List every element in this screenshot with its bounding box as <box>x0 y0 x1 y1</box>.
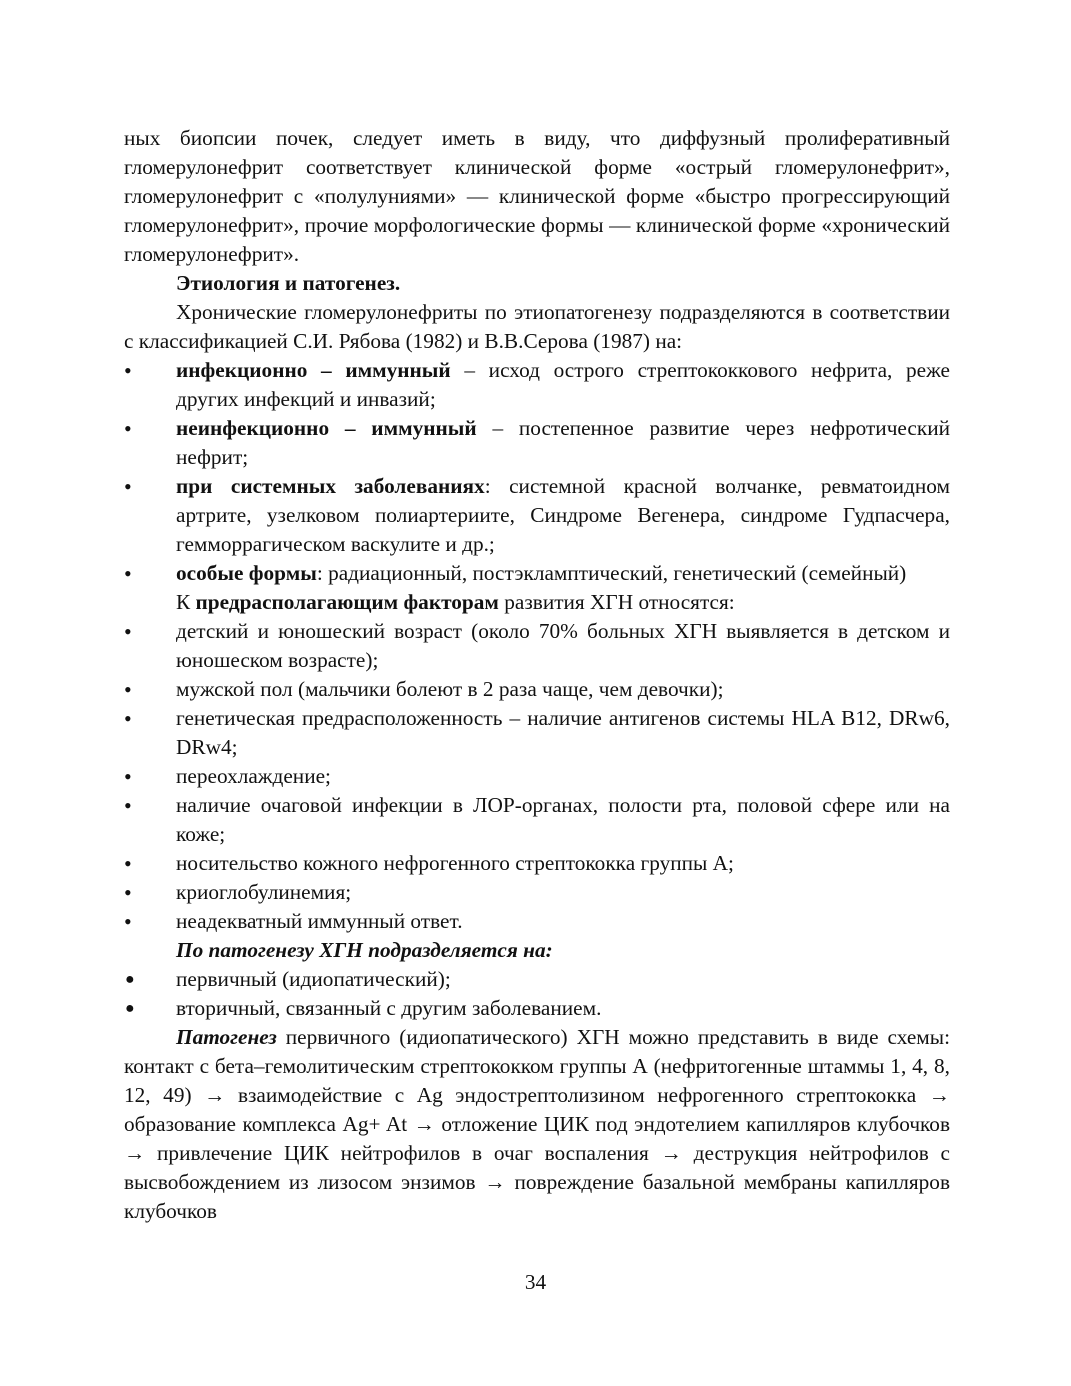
classification-list <box>124 356 950 588</box>
factors-list <box>124 617 950 936</box>
list-item: • носительство кожного нефрогенного стрептококка группы А; <box>124 849 950 878</box>
page-number: 34 <box>524 1270 547 1294</box>
classification-intro: Хронические гломерулонефриты по этиопатогенезу подразделяются в соответствии с классификацией С.И. Рябова (1982) и В.В.Серова (1987) на: <box>124 300 950 353</box>
list-item: ● первичный (идиопатический); <box>124 965 950 994</box>
pathogenesis-types-list <box>124 965 950 1023</box>
list-item: • мужской пол (мальчики болеют в 2 раза чаще, чем девочки); <box>124 675 950 704</box>
intro-paragraph: ных биопсии почек, следует иметь в виду, что диффузный пролиферативный гломерулонефрит соответствует клинической форме «острый гломерулонефрит», гломерулонефрит с «полулуниями» — клинической форме «быстро прогрессирующий гломерулонефрит», прочие морфологические формы — клинической форме «хронический гломерулонефрит». <box>124 126 950 266</box>
list-item: • особые формы: радиационный, постэкламптический, генетический (семейный) <box>124 559 950 588</box>
page-body <box>124 124 950 1226</box>
list-item: • неинфекционно – иммунный – постепенное развитие через нефротический нефрит; <box>124 414 950 472</box>
etiology-heading: Этиология и патогенез. <box>176 271 401 295</box>
list-item: • инфекционно – иммунный – исход острого стрептококкового нефрита, реже других инфекций и инвазий; <box>124 356 950 414</box>
pathogenesis-heading: По патогенезу ХГН подразделяется на: <box>176 938 553 962</box>
list-item: • при системных заболеваниях: системной красной волчанке, ревматоидном артрите, узелковом полиартериите, Синдроме Вегенера, синдроме Гудпасчера, гемморрагическом васкулите и др.; <box>124 472 950 559</box>
list-item: • генетическая предрасположенность – наличие антигенов системы HLA B12, DRw6, DRw4; <box>124 704 950 762</box>
list-item: • неадекватный иммунный ответ. <box>124 907 950 936</box>
list-item: • детский и юношеский возраст (около 70% больных ХГН выявляется в детском и юношеском возрасте); <box>124 617 950 675</box>
factors-intro: К предрасполагающим факторам развития ХГН относятся: <box>176 590 735 614</box>
pathogenesis-paragraph: Патогенез первичного (идиопатического) ХГН можно представить в виде схемы: контакт с бета–гемолитическим стрептококком группы А (нефритогенные штаммы 1, 4, 8, 12, 49) → взаимодействие с Ag эндострептолизином нефрогенного стрептококка → образование комплекса Ag+ At → отложение ЦИК под эндотелием капилляров клубочков → привлечение ЦИК нейтрофилов в очаг воспаления → деструкция нейтрофилов с высвобождением из лизосом энзимов → повреждение базальной мембраны капилляров клубочков <box>124 1025 950 1223</box>
list-item: • переохлаждение; <box>124 762 950 791</box>
list-item: ● вторичный, связанный с другим заболеванием. <box>124 994 950 1023</box>
list-item: • наличие очаговой инфекции в ЛОР-органах, полости рта, половой сфере или на коже; <box>124 791 950 849</box>
list-item: • криоглобулинемия; <box>124 878 950 907</box>
